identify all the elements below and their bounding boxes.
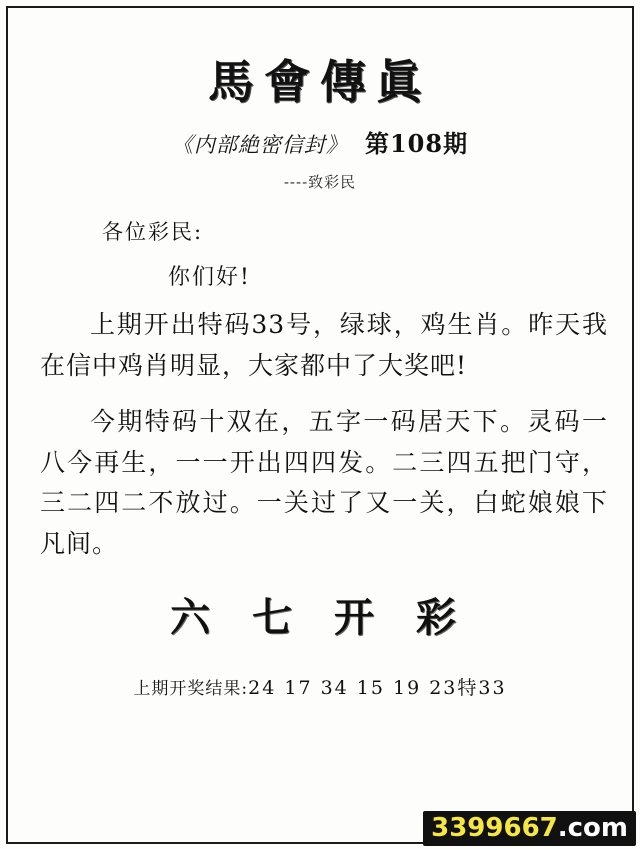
result-label: 上期开奖结果: <box>133 679 249 699</box>
result-numbers: 24 17 34 15 19 23 <box>248 677 458 699</box>
paragraph-1: 上期开出特码33号，绿球，鸡生肖。昨天我在信中鸡肖明显，大家都中了大奖吧! <box>40 310 608 380</box>
greeting: 你们好! <box>168 265 251 290</box>
watermark-domain: .com <box>557 813 628 843</box>
page-title: 馬會傳眞 <box>208 55 432 109</box>
salutation: 各位彩民: <box>102 220 204 244</box>
result-special: 特33 <box>457 677 507 699</box>
paragraph-2: 今期特码十双在，五字一码居天下。灵码一八今再生，一一开出四四发。二三四五把门守，三二四二不放过。一关过了又一关，白蛇娘娘下凡间。 <box>40 407 608 558</box>
watermark-number: 3399667 <box>431 813 558 843</box>
letter-body <box>18 216 622 564</box>
seal-text: 《内部絶密信封》 <box>171 133 348 157</box>
previous-draw-result <box>18 673 622 700</box>
subtitle-row <box>18 124 622 159</box>
watermark <box>423 811 636 846</box>
highlight-line: 六 七 开 彩 <box>170 594 470 641</box>
addressee-line: ----致彩民 <box>283 173 357 191</box>
document-content <box>18 18 622 832</box>
issue-label: 第108期 <box>364 129 469 158</box>
